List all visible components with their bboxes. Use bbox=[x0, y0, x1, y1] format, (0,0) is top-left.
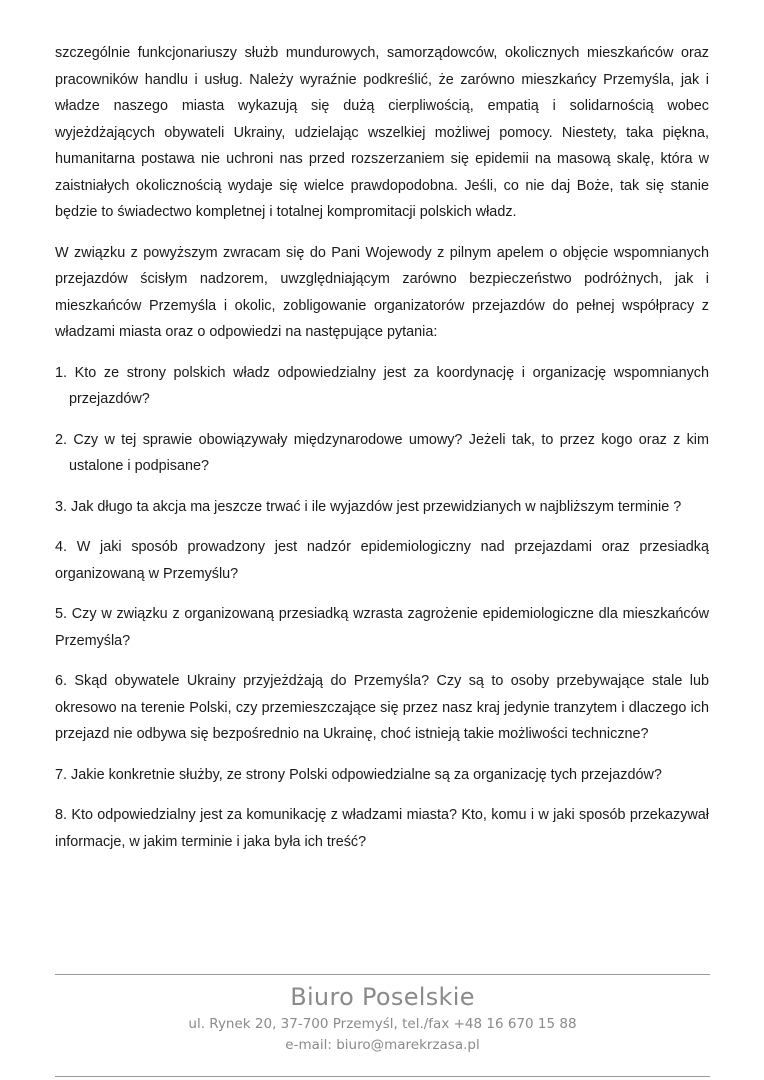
office-email: e-mail: biuro@marekrzasa.pl bbox=[285, 1037, 480, 1053]
question-4: 4. W jaki sposób prowadzony jest nadzór epidemiologiczny nad przejazdami oraz przesiadką organizowaną w Przemyślu? bbox=[55, 539, 709, 582]
letter-body bbox=[55, 40, 709, 869]
body-paragraph-2: W związku z powyższym zwracam się do Pani Wojewody z pilnym apelem o objęcie wspomnianych przejazdów ścisłym nadzorem, uwzględniającym zarówno bezpieczeństwo podróżnych, jak i mieszkańców Przemyśla i okolic, zobligowanie organizatorów przejazdów do pełnej współpracy z władzami miasta oraz o odpowiedzi na następujące pytania: bbox=[55, 244, 709, 340]
office-address: ul. Rynek 20, 37-700 Przemyśl, tel./fax +48 16 670 15 88 bbox=[188, 1016, 577, 1032]
question-1: 1. Kto ze strony polskich władz odpowiedzialny jest za koordynację i organizację wspomnianych przejazdów? bbox=[55, 364, 709, 407]
footer-divider-bottom bbox=[55, 1076, 710, 1077]
question-6: 6. Skąd obywatele Ukrainy przyjeżdżają do Przemyśla? Czy są to osoby przebywające stale lub okresowo na terenie Polski, czy przemieszczające się przez nasz kraj jedynie tranzytem i dlaczego ich przejazd nie odbywa się bezpośrednio na Ukrainę, choć istnieją takie możliwości techniczne? bbox=[55, 673, 709, 742]
question-8: 8. Kto odpowiedzialny jest za komunikację z władzami miasta? Kto, komu i w jaki sposób przekazywał informacje, w jakim terminie i jaka była ich treść? bbox=[55, 807, 709, 850]
question-2: 2. Czy w tej sprawie obowiązywały międzynarodowe umowy? Jeżeli tak, to przez kogo oraz z kim ustalone i podpisane? bbox=[55, 431, 709, 474]
question-3: 3. Jak długo ta akcja ma jeszcze trwać i ile wyjazdów jest przewidzianych w najbliższym terminie ? bbox=[55, 498, 682, 515]
body-paragraph-1: szczególnie funkcjonariuszy służb mundurowych, samorządowców, okolicznych mieszkańców oraz pracowników handlu i usług. Należy wyraźnie podkreślić, że zarówno mieszkańcy Przemyśla, jak i władze naszego miasta wykazują się dużą cierpliwością, empatią i solidarnością wobec wyjeżdżających obywateli Ukrainy, udzielając wszelkiej możliwej pomocy. Niestety, taka piękna, humanitarna postawa nie uchroni nas przed rozszerzaniem się epidemii na masową skalę, która w zaistniałych okolicznością wydaje się wielce prawdopodobna. Jeśli, co nie daj Boże, tak się stanie będzie to świadectwo kompletnej i totalnej kompromitacji polskich władz. bbox=[55, 45, 709, 220]
office-name: Biuro Poselskie bbox=[290, 983, 475, 1011]
question-7: 7. Jakie konkretnie służby, ze strony Polski odpowiedzialne są za organizację tych przejazdów? bbox=[55, 766, 662, 783]
footer-divider-top bbox=[55, 974, 710, 975]
letterhead-footer bbox=[55, 980, 710, 1056]
question-5: 5. Czy w związku z organizowaną przesiadką wzrasta zagrożenie epidemiologiczne dla mieszkańców Przemyśla? bbox=[55, 606, 709, 649]
